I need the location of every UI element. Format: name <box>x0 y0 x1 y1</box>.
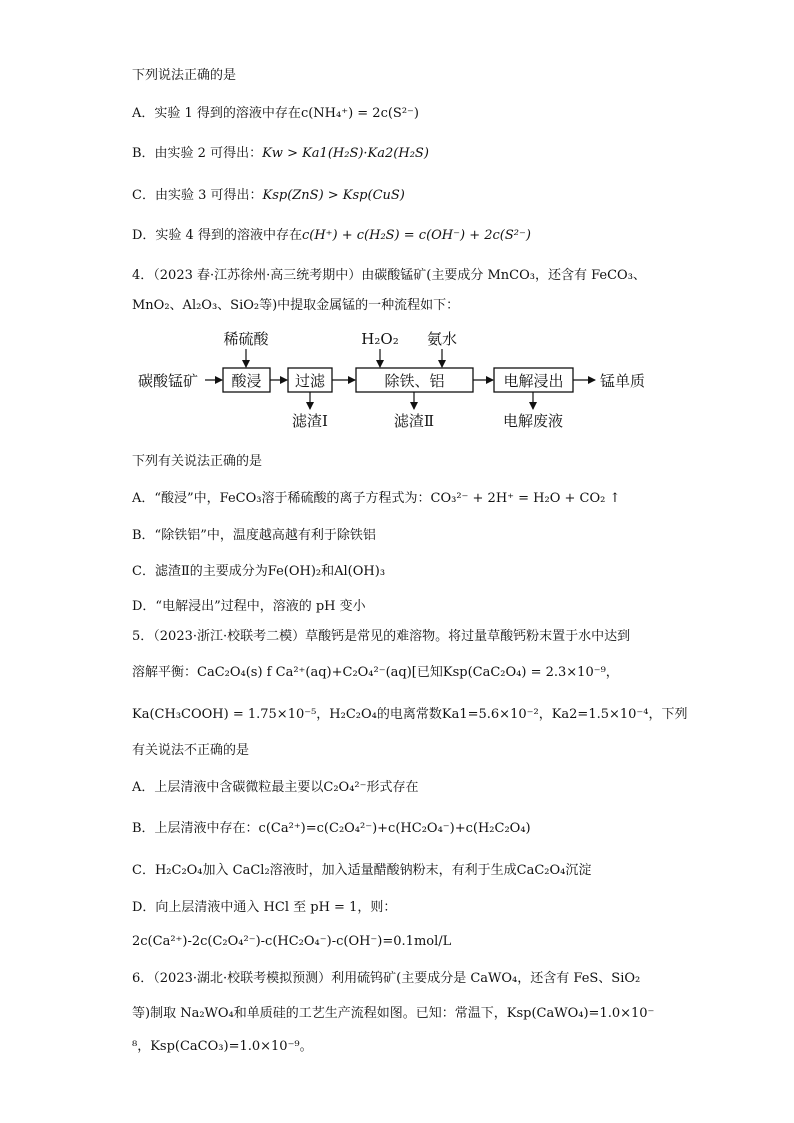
flow-box-acid-leach-label: 酸浸 <box>231 372 262 390</box>
q5-stem-line1: 5．（2023·浙江·校联考二模）草酸钙是常见的难溶物。将过量草酸钙粉末置于水中达到 <box>132 629 631 644</box>
flow-box-remove-fe-al-label: 除铁、铝 <box>384 372 445 390</box>
flow-start-label: 碳酸锰矿 <box>138 372 199 390</box>
q6-stem-line1: 6．（2023·湖北·校联考模拟预测）利用硫钨矿(主要成分是 CaWO₄，还含有 FeS、SiO₂ <box>132 971 641 986</box>
q5-stem-line2: 溶解平衡：CaC₂O₄(s) f Ca²⁺(aq)+C₂O₄²⁻(aq)[已知Ksp(CaC₂O₄) = 2.3×10⁻⁹， <box>132 665 619 680</box>
q5-option-c: C．H₂C₂O₄加入 CaCl₂溶液时，加入适量醋酸钠粉末，有利于生成CaC₂O₄沉淀 <box>132 863 592 878</box>
q4-option-d: D．“电解浸出”过程中，溶液的 pH 变小 <box>132 599 366 614</box>
flow-input-ammonia: 氨水 <box>426 330 458 348</box>
q4-option-a: A．“酸浸”中，FeCO₃溶于稀硫酸的离子方程式为：CO₃²⁻ + 2H⁺ = H₂O + CO₂ ↑ <box>132 491 621 506</box>
q5-stem-line3: Ka(CH₃COOH) = 1.75×10⁻⁵，H₂C₂O₄的电离常数Ka1=5.6×10⁻²，Ka2=1.5×10⁻⁴，下列 <box>132 707 688 722</box>
q5-option-d: D．向上层清液中通入 HCl 至 pH = 1，则： <box>132 900 397 915</box>
q3-option-a: A．实验 1 得到的溶液中存在c(NH₄⁺) = 2c(S²⁻) <box>132 106 419 121</box>
q3-option-b: B．由实验 2 可得出：Kw > Ka1(H₂S)·Ka2(H₂S) <box>132 146 429 161</box>
q3-stem: 下列说法正确的是 <box>132 68 237 83</box>
q3-option-c: C．由实验 3 可得出：Ksp(ZnS) > Ksp(CuS) <box>132 188 405 203</box>
flow-input-sulfuric-acid: 稀硫酸 <box>223 330 269 348</box>
q5-option-a: A．上层清液中含碳微粒最主要以C₂O₄²⁻形式存在 <box>132 780 419 795</box>
flow-end-label: 锰单质 <box>600 372 646 390</box>
q3-option-b-expr: Kw > Ka1(H₂S)·Ka2(H₂S) <box>262 146 429 161</box>
q5-stem-line4: 有关说法不正确的是 <box>132 743 250 758</box>
q4-prompt: 下列有关说法正确的是 <box>132 454 263 469</box>
q4-option-a-expr: CO₃²⁻ + 2H⁺ = H₂O + CO₂ ↑ <box>430 491 621 506</box>
flow-output-waste-liquid: 电解废液 <box>502 412 564 430</box>
flow-output-residue-2: 滤渣Ⅱ <box>393 412 435 430</box>
q3-option-a-expr: c(NH₄⁺) = 2c(S²⁻) <box>300 106 419 121</box>
q4-option-c: C．滤渣Ⅱ的主要成分为Fe(OH)₂和Al(OH)₃ <box>132 564 386 579</box>
q4-stem-line1: 4．（2023 春·江苏徐州·高三统考期中）由碳酸锰矿(主要成分 MnCO₃，还含有 FeCO₃、 <box>132 268 646 283</box>
q4-stem-line2: MnO₂、Al₂O₃、SiO₂等)中提取金属锰的一种流程如下： <box>132 298 460 313</box>
q5-option-d-expression: 2c(Ca²⁺)-2c(C₂O₄²⁻)-c(HC₂O₄⁻)-c(OH⁻)=0.1mol/L <box>132 934 452 949</box>
flow-output-residue-1: 滤渣Ⅰ <box>292 412 328 430</box>
q5-option-b: B．上层清液中存在：c(Ca²⁺)=c(C₂O₄²⁻)+c(HC₂O₄⁻)+c(H₂C₂O₄) <box>132 821 531 836</box>
flow-input-h2o2: H₂O₂ <box>361 330 399 348</box>
flow-box-filter-label: 过滤 <box>294 372 326 390</box>
q3-option-d: D．实验 4 得到的溶液中存在c(H⁺) + c(H₂S) = c(OH⁻) + 2c(S²⁻) <box>132 228 531 243</box>
q6-stem-line3: ⁸，Ksp(CaCO₃)=1.0×10⁻⁹。 <box>132 1039 313 1054</box>
q3-option-c-expr: Ksp(ZnS) > Ksp(CuS) <box>262 188 405 203</box>
q4-option-b: B．“除铁铝”中，温度越高越有利于除铁铝 <box>132 528 376 543</box>
q3-option-d-expr: c(H⁺) + c(H₂S) = c(OH⁻) + 2c(S²⁻) <box>301 228 531 243</box>
flow-box-electrolysis-label: 电解浸出 <box>503 372 564 390</box>
q6-stem-line2: 等)制取 Na₂WO₄和单质硅的工艺生产流程如图。已知：常温下，Ksp(CaWO₄)=1.0×10⁻ <box>132 1006 655 1021</box>
q4-process-flow-diagram <box>130 322 670 437</box>
